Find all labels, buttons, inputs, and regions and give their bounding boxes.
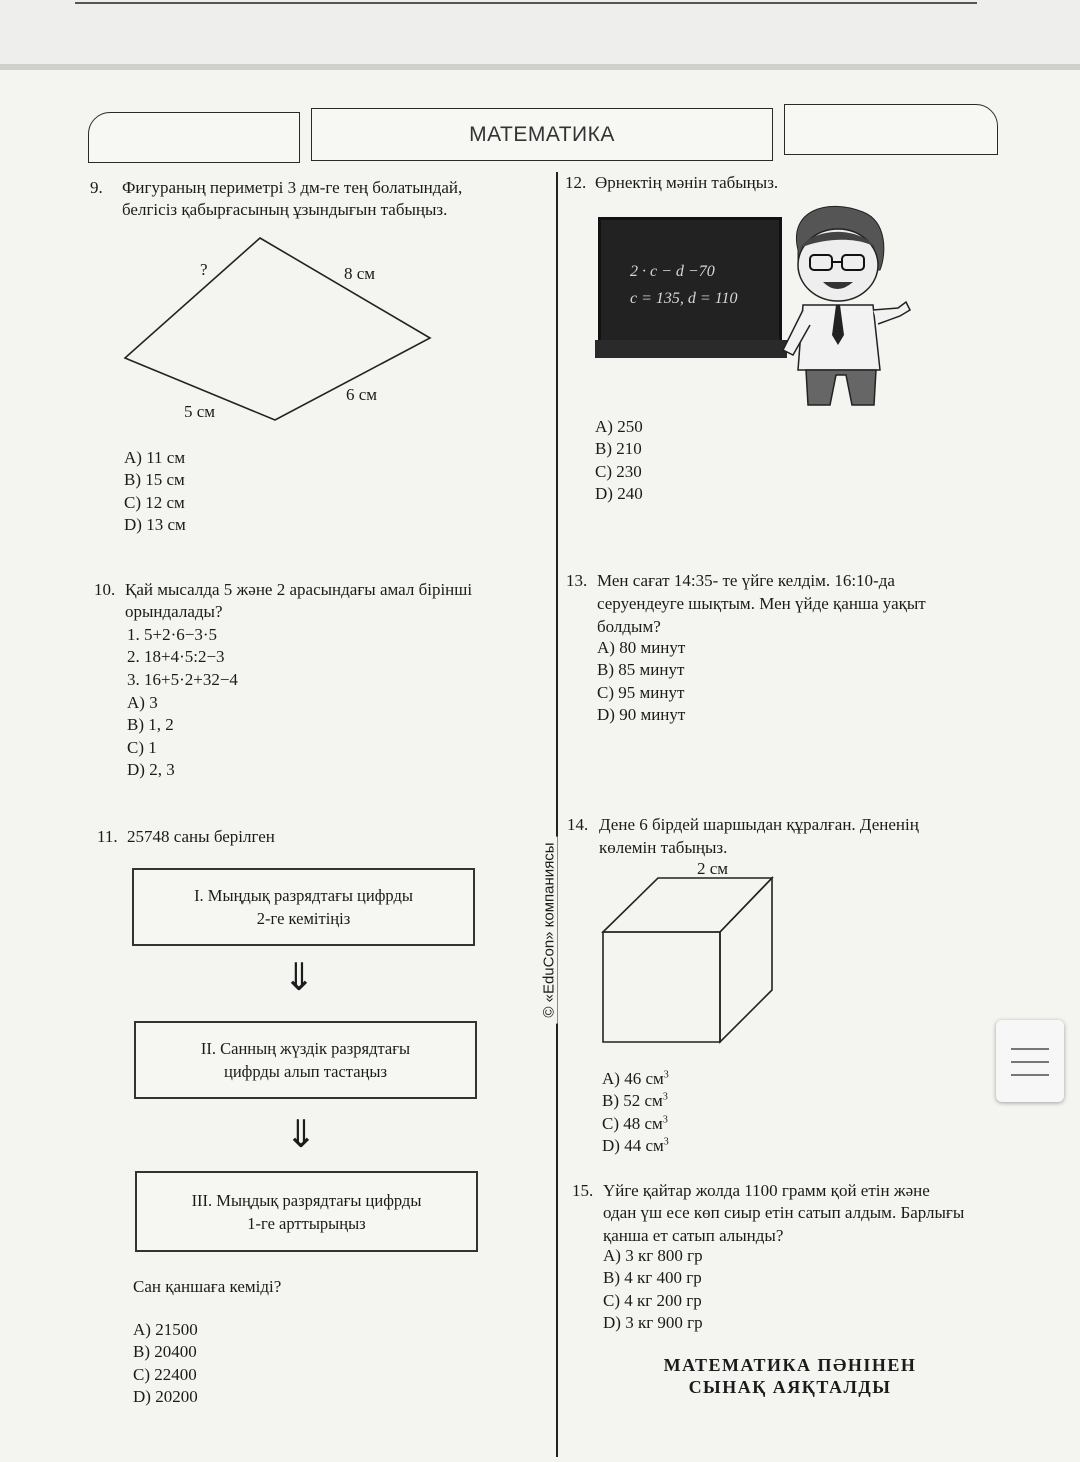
q15-option-b[interactable]: B) 4 кг 400 гр [603, 1268, 702, 1288]
q11-step3-line2: 1-ге арттырыңыз [247, 1213, 366, 1233]
q13-options [597, 637, 685, 726]
previous-page-edge [0, 0, 1080, 64]
q12-option-d[interactable]: D) 240 [595, 483, 643, 503]
q9-option-d[interactable]: D) 13 см [124, 514, 186, 534]
q14-text-line2: көлемін табыңыз. [599, 838, 728, 857]
q10-number: 10. [94, 580, 116, 599]
q11-option-a[interactable]: A) 21500 [133, 1320, 198, 1339]
subject-title: МАТЕМАТИКА [469, 122, 615, 146]
q11-step-box-3 [135, 1171, 478, 1252]
q11-step1-line1: I. Мыңдық разрядтағы цифрды [194, 886, 413, 905]
q13-text-line1: Мен сағат 14:35- те үйге келдім. 16:10-да [597, 571, 895, 590]
q14-option-a[interactable]: A) 46 $см^3$ [602, 1069, 669, 1088]
q11-options [133, 1319, 198, 1408]
chalkboard [598, 217, 782, 348]
q13-number: 13. [566, 571, 588, 590]
q14-text-line1: Дене 6 бірдей шаршыдан құралған. Дененің [599, 815, 919, 834]
q13-option-d[interactable]: D) 90 минут [597, 704, 686, 724]
q13-text-line3: болдым? [597, 617, 661, 636]
q15-options [603, 1245, 703, 1334]
q9-label-right: 6 см [346, 385, 378, 404]
menu-icon-bar [1011, 1074, 1049, 1076]
q10-option-c[interactable]: C) 1 [127, 737, 157, 757]
q11-text: 25748 саны берілген [127, 827, 275, 846]
q9-option-c[interactable]: C) 12 см [124, 492, 185, 512]
q12-option-c[interactable]: C) 230 [595, 461, 642, 481]
down-double-arrow-icon: ⇓ [285, 1112, 317, 1156]
q11-step-box-1 [132, 868, 475, 946]
board-expression: 2 · c − d −70 [630, 263, 715, 280]
cube-edge-label: 2 см [697, 859, 729, 878]
q10-items [127, 624, 238, 691]
board-values: c = 135, d = 110 [630, 290, 738, 307]
q10-text-line2: орындалады? [125, 602, 223, 621]
q12-text: Өрнектің мәнін табыңыз. [595, 173, 779, 192]
q14-options [602, 1068, 669, 1157]
q9-label-bottom: 5 см [184, 402, 216, 421]
q9-quadrilateral-figure [110, 230, 450, 430]
test-end-line2: СЫНАҚ АЯҚТАЛДЫ [688, 1377, 892, 1397]
previous-page-rule [75, 2, 977, 4]
q9-label-unknown: ? [200, 260, 208, 279]
q10-option-b[interactable]: B) 1, 2 [127, 715, 174, 735]
q10-item-1: 1. 5+2·6−3·5 [127, 625, 217, 644]
q9-option-b[interactable]: B) 15 см [124, 470, 185, 490]
q11-step1-line2: 2-ге кемітіңіз [256, 909, 351, 928]
q13-text-line2: серуендеуге шықтым. Мен үйде қанша уақыт [597, 594, 926, 613]
down-double-arrow-icon: ⇓ [283, 955, 315, 999]
q9-label-top: 8 см [344, 264, 376, 283]
q14-option-d[interactable]: D) 44 $см^3$ [602, 1135, 669, 1155]
q15-option-a[interactable]: A) 3 кг 800 гр [603, 1246, 703, 1265]
q12-option-b[interactable]: B) 210 [595, 439, 642, 459]
q11-step2-line2: цифрды алып тастаңыз [224, 1062, 387, 1081]
q15-text-line3: қанша ет сатып алынды? [603, 1226, 784, 1245]
q10-item-3: 3. 16+5·2+32−4 [127, 669, 238, 689]
q10-item-2: 2. 18+4·5:2−3 [127, 647, 225, 667]
q13-option-a[interactable]: A) 80 минут [597, 638, 686, 657]
floating-menu-button[interactable] [996, 1020, 1064, 1102]
q15-number: 15. [572, 1181, 594, 1200]
q10-options [127, 692, 175, 781]
cube-figure [598, 872, 778, 1050]
q12-option-a[interactable]: A) 250 [595, 417, 643, 436]
q11-option-b[interactable]: B) 20400 [133, 1342, 197, 1362]
test-end-notice [640, 1354, 940, 1398]
q15-text-line1: Үйге қайтар жолда 1100 грамм қой етін және [603, 1181, 930, 1200]
q12-options [595, 416, 643, 505]
q9-number: 9. [90, 178, 103, 197]
q15-text-line2: одан үш есе көп сиыр етін сатып алдым. Барлығы [603, 1203, 965, 1222]
q14-option-b[interactable]: B) 52 $см^3$ [602, 1091, 668, 1111]
menu-icon [1011, 1048, 1049, 1050]
copyright-vertical [540, 842, 563, 1018]
menu-icon-bar [1011, 1061, 1049, 1063]
q14-number: 14. [567, 815, 589, 834]
q9-text-line2: белгісіз қабырғасының ұзындығын табыңыз. [122, 200, 448, 219]
q13-option-c[interactable]: C) 95 минут [597, 682, 685, 702]
teacher-illustration [768, 200, 918, 415]
q10-option-a[interactable]: A) 3 [127, 693, 158, 712]
q9-text-line1: Фигураның периметрі 3 дм-ге тең болатындай, [122, 178, 463, 197]
q11-question: Сан қаншаға кеміді? [133, 1277, 282, 1296]
q15-option-c[interactable]: C) 4 кг 200 гр [603, 1290, 702, 1310]
q11-number: 11. [97, 827, 118, 846]
q9-option-a[interactable]: A) 11 см [124, 448, 186, 467]
header-title-box [311, 108, 773, 161]
copyright-text: © «EduCon» компаниясы [541, 836, 558, 1023]
chalkboard-ledge [595, 340, 787, 358]
q12-number: 12. [565, 173, 587, 192]
q9-options [124, 447, 186, 536]
q11-step-box-2 [134, 1021, 477, 1099]
q11-step3-line1: III. Мыңдық разрядтағы цифрды [191, 1190, 422, 1210]
q13-option-b[interactable]: B) 85 минут [597, 660, 685, 680]
q10-option-d[interactable]: D) 2, 3 [127, 759, 175, 779]
q11-option-d[interactable]: D) 20200 [133, 1386, 198, 1406]
header-left-box [88, 112, 300, 163]
header-right-box [784, 104, 998, 155]
column-divider [556, 172, 558, 1457]
test-end-line1: МАТЕМАТИКА ПӘНІНЕН [663, 1355, 917, 1375]
q14-option-c[interactable]: C) 48 $см^3$ [602, 1113, 668, 1133]
q11-step2-line1: II. Санның жүздік разрядтағы [200, 1039, 411, 1058]
q11-option-c[interactable]: C) 22400 [133, 1364, 197, 1384]
q15-option-d[interactable]: D) 3 кг 900 гр [603, 1312, 703, 1332]
q10-text-line1: Қай мысалда 5 және 2 арасындағы амал бірінші [125, 580, 473, 599]
